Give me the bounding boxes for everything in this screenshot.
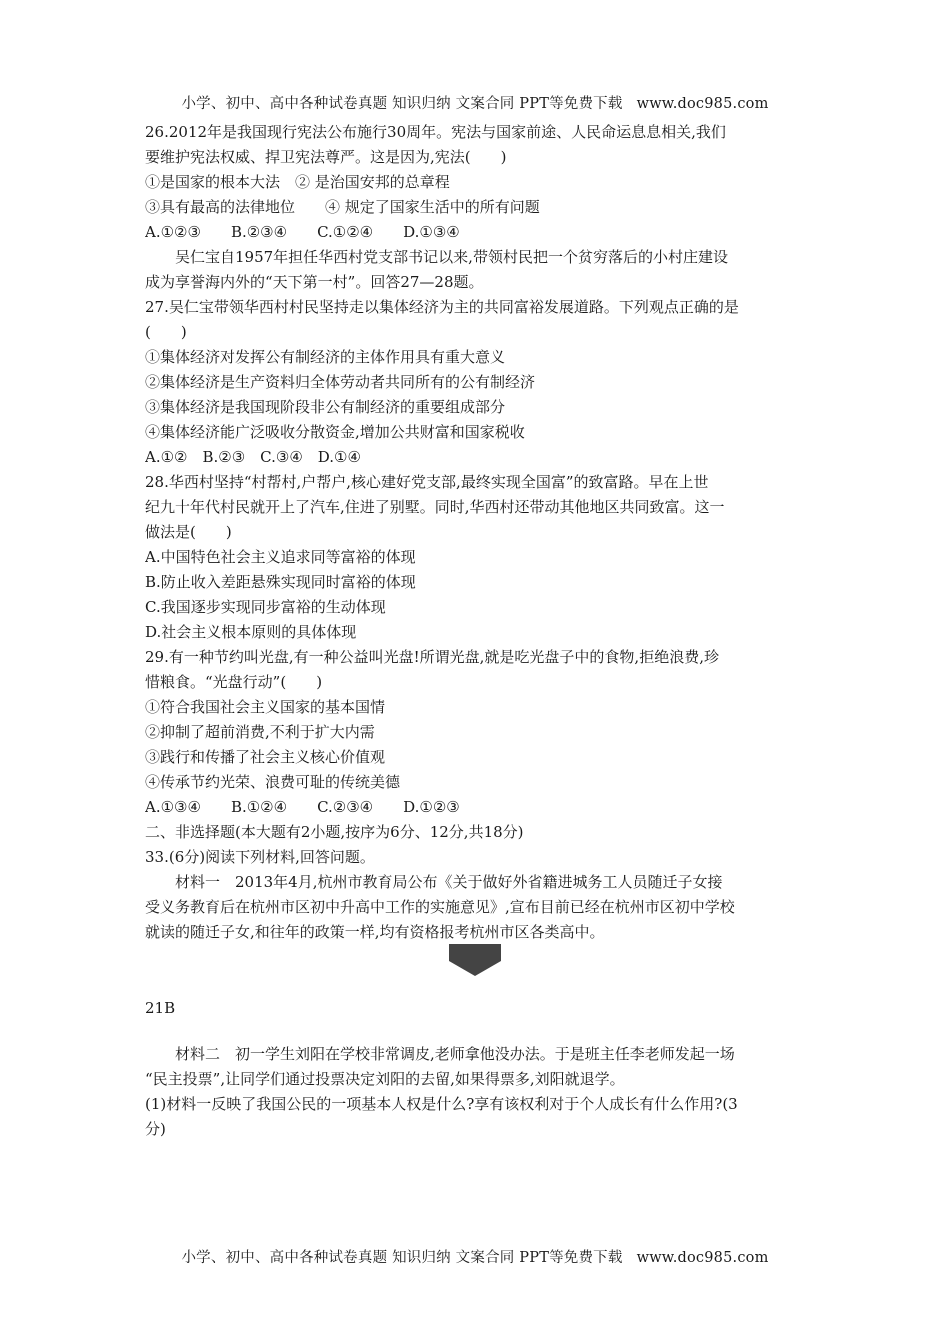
text-line: 惜粮食。“光盘行动”( ): [145, 673, 323, 691]
text-line: 27.吴仁宝带领华西村村民坚持走以集体经济为主的共同富裕发展道路。下列观点正确的是: [145, 298, 739, 316]
text-line: (1)材料一反映了我国公民的一项基本人权是什么?享有该权利对于个人成长有什么作用?(3: [145, 1095, 738, 1113]
text-line: 33.(6分)阅读下列材料,回答问题。: [145, 848, 375, 866]
page-footer: [0, 1246, 950, 1267]
header-text: 小学、初中、高中各种试卷真题 知识归纳 文案合同 PPT等免费下载: [181, 96, 623, 112]
text-line: 二、非选择题(本大题有2小题,按序为6分、12分,共18分): [145, 823, 524, 841]
text-line: 29.有一种节约叫光盘,有一种公益叫光盘!所谓光盘,就是吃光盘子中的食物,拒绝浪费,珍: [145, 648, 719, 666]
text-line: A.中国特色社会主义追求同等富裕的体现: [145, 548, 416, 566]
page-label: 21B: [145, 999, 176, 1017]
text-line: B.防止收入差距悬殊实现同时富裕的体现: [145, 573, 416, 591]
text-line: 成为享誉海内外的“天下第一村”。回答27—28题。: [145, 273, 484, 291]
header-site: www.doc985.com: [636, 96, 769, 112]
text-line: ③集体经济是我国现阶段非公有制经济的重要组成部分: [145, 398, 506, 416]
text-line: A.①③④ B.①②④ C.②③④ D.①②③: [145, 798, 460, 816]
text-line: 材料二 初一学生刘阳在学校非常调皮,老师拿他没办法。于是班主任李老师发起一场: [145, 1045, 735, 1063]
page-header: [0, 92, 950, 113]
text-line: 26.2012年是我国现行宪法公布施行30周年。宪法与国家前途、人民命运息息相关,我们: [145, 123, 726, 141]
text-line: 就读的随迁子女,和往年的政策一样,均有资格报考杭州市区各类高中。: [145, 923, 605, 941]
text-line: ②集体经济是生产资料归全体劳动者共同所有的公有制经济: [145, 373, 536, 391]
text-line: D.社会主义根本原则的具体体现: [145, 623, 357, 641]
text-line: 吴仁宝自1957年担任华西村党支部书记以来,带领村民把一个贫穷落后的小村庄建设: [145, 248, 728, 266]
text-line: ④集体经济能广泛吸收分散资金,增加公共财富和国家税收: [145, 423, 525, 441]
text-line: ①符合我国社会主义国家的基本国情: [145, 698, 386, 716]
text-line: 要维护宪法权威、捍卫宪法尊严。这是因为,宪法( ): [145, 148, 507, 166]
text-line: ③践行和传播了社会主义核心价值观: [145, 748, 386, 766]
text-line: ④传承节约光荣、浪费可耻的传统美德: [145, 773, 401, 791]
document-body: [145, 120, 810, 945]
text-line: ②抑制了超前消费,不利于扩大内需: [145, 723, 375, 741]
text-line: 受义务教育后在杭州市区初中升高中工作的实施意见》,宣布目前已经在杭州市区初中学校: [145, 898, 735, 916]
text-line: A.①② B.②③ C.③④ D.①④: [145, 448, 361, 466]
text-line: ①集体经济对发挥公有制经济的主体作用具有重大意义: [145, 348, 506, 366]
footer-text: 小学、初中、高中各种试卷真题 知识归纳 文案合同 PPT等免费下载: [181, 1250, 623, 1266]
text-line: A.①②③ B.②③④ C.①②④ D.①③④: [145, 223, 460, 241]
page-break-arrow-icon[interactable]: [449, 944, 501, 976]
text-line: 28.华西村坚持“村帮村,户帮户,核心建好党支部,最终实现全国富”的致富路。早在上世: [145, 473, 709, 491]
text-line: 材料一 2013年4月,杭州市教育局公布《关于做好外省籍进城务工人员随迁子女接: [145, 873, 723, 891]
text-line: 分): [145, 1120, 166, 1138]
text-line: 做法是( ): [145, 523, 232, 541]
footer-site: www.doc985.com: [636, 1250, 769, 1266]
document-body-continued: [145, 1042, 810, 1142]
text-line: “民主投票”,让同学们通过投票决定刘阳的去留,如果得票多,刘阳就退学。: [145, 1070, 625, 1088]
text-line: ( ): [145, 323, 187, 341]
text-line: 纪九十年代村民就开上了汽车,住进了别墅。同时,华西村还带动其他地区共同致富。这一: [145, 498, 725, 516]
text-line: ①是国家的根本大法 ② 是治国安邦的总章程: [145, 173, 450, 191]
text-line: C.我国逐步实现同步富裕的生动体现: [145, 598, 386, 616]
text-line: ③具有最高的法律地位 ④ 规定了国家生活中的所有问题: [145, 198, 540, 216]
